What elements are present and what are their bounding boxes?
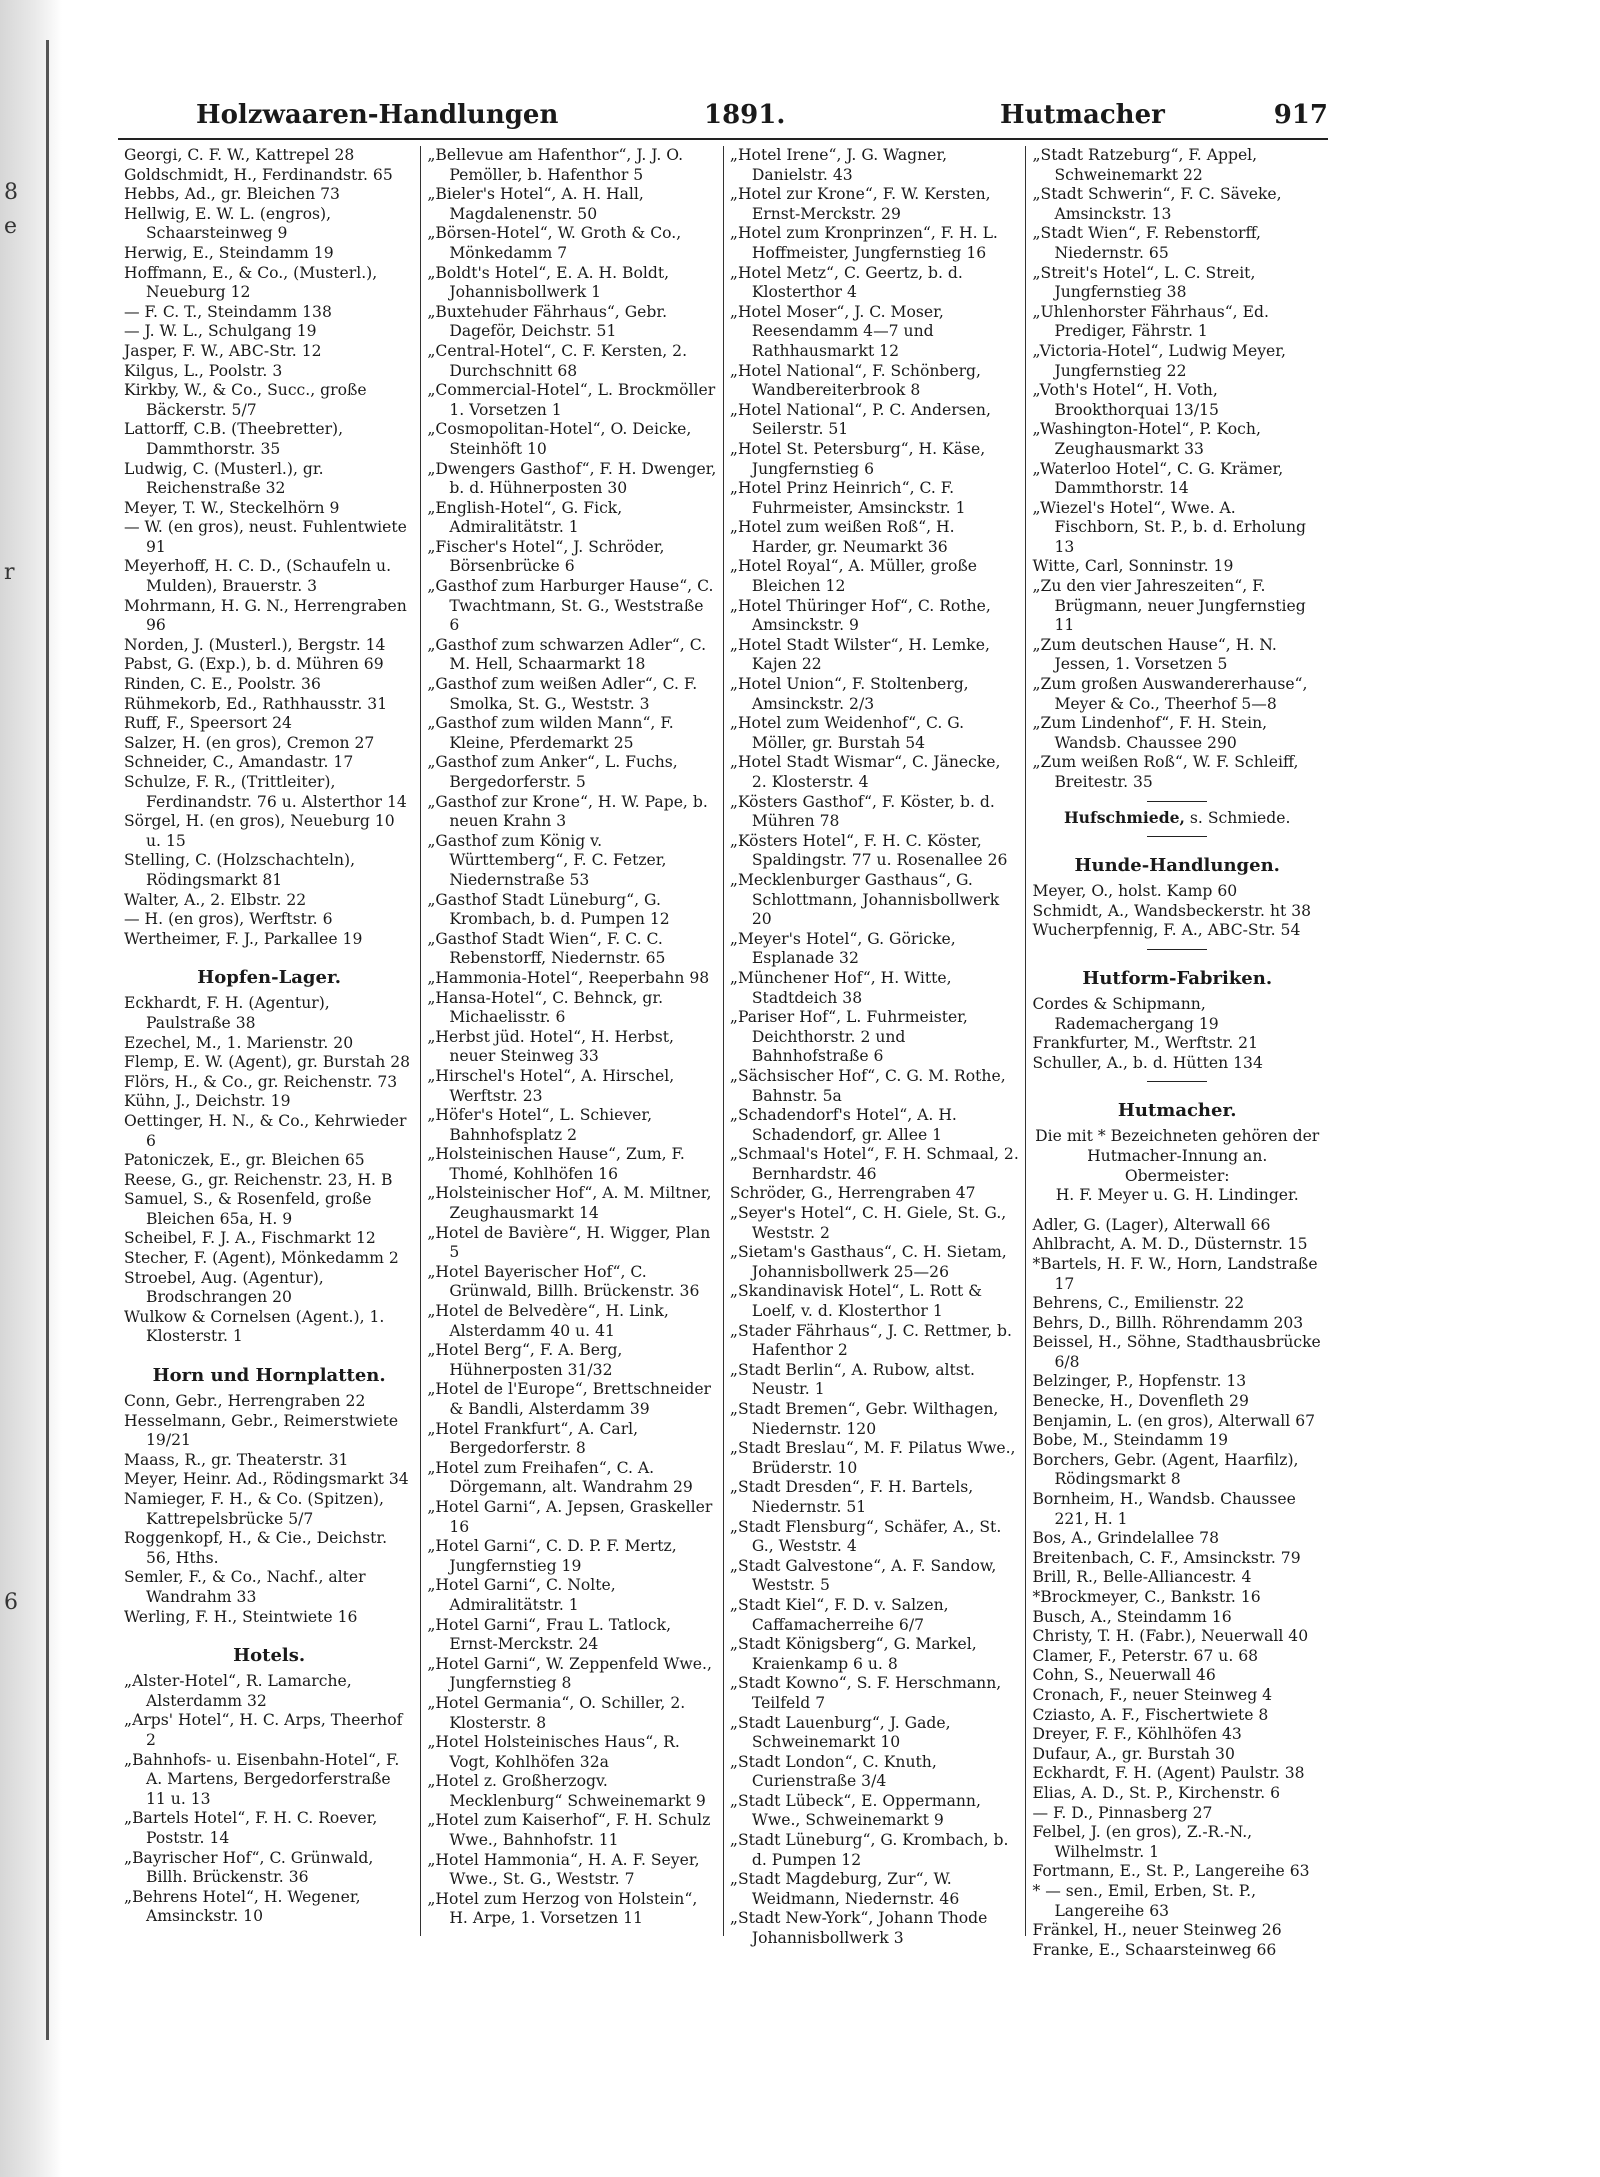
directory-entry: „Central-Hotel“, C. F. Kersten, 2. Durchschnitt 68 — [427, 341, 688, 380]
directory-entry: Goldschmidt, H., Ferdinandstr. 65 — [124, 165, 393, 184]
directory-entry: „Hotel Garni“, C. Nolte, Admiralitätstr. 1 — [427, 1576, 616, 1614]
directory-entry: „Höfer's Hotel“, L. Schiever, Bahnhofsplatz 2 — [427, 1106, 653, 1144]
directory-entry: Meyerhoff, H. C. D., (Schaufeln u. Mulden), Brauerstr. 3 — [124, 557, 392, 596]
directory-entry: „Münchener Hof“, H. Witte, Stadtdeich 38 — [729, 968, 952, 1007]
directory-entry: „Stadt Ratzeburg“, F. Appel, Schweinemarkt 22 — [1032, 146, 1258, 184]
entries-hutmacher — [1032, 1216, 1322, 1961]
directory-entry: Benjamin, L. (en gros), Alterwall 67 — [1032, 1411, 1316, 1430]
directory-entry: Rinden, C. E., Poolstr. 36 — [124, 675, 321, 694]
directory-entry: Breitenbach, C. F., Amsinckstr. 79 — [1032, 1548, 1301, 1567]
directory-entry: Lattorff, C.B. (Theebretter), Dammthorstr. 35 — [124, 420, 344, 458]
header-year: 1891. — [704, 100, 786, 130]
directory-entry: Maass, R., gr. Theaterstr. 31 — [124, 1450, 349, 1469]
directory-entry: „Stadt Galvestone“, A. F. Sandow, Weststr. 5 — [729, 1556, 997, 1595]
directory-entry: Bobe, M., Steindamm 19 — [1032, 1431, 1229, 1450]
directory-entry: „Stadt Kiel“, F. D. v. Salzen, Caffamacherreihe 6/7 — [729, 1595, 949, 1634]
directory-entry: Ahlbracht, A. M. D., Düsternstr. 15 — [1032, 1235, 1308, 1254]
directory-page — [118, 96, 1328, 1959]
directory-entry: Schmidt, A., Wandsbeckerstr. ht 38 — [1032, 901, 1312, 920]
directory-entry: „Holsteinischen Hause“, Zum, F. Thomé, Kohlhöfen 16 — [427, 1145, 685, 1183]
directory-entry: „Dwengers Gasthof“, F. H. Dwenger, b. d. Hühnerposten 30 — [427, 459, 717, 498]
directory-entry: „Hotel Union“, F. Stoltenberg, Amsinckstr. 2/3 — [729, 675, 969, 713]
directory-entry: „Stadt Breslau“, M. F. Pilatus Wwe., Brüderstr. 10 — [729, 1439, 1016, 1477]
directory-entry: Georgi, C. F. W., Kattrepel 28 — [124, 146, 355, 164]
directory-entry: Adler, G. (Lager), Alterwall 66 — [1032, 1215, 1271, 1234]
directory-entry: *Brockmeyer, C., Bankstr. 16 — [1032, 1588, 1261, 1606]
directory-entry: Namieger, F. H., & Co. (Spitzen), Kattrepelsbrücke 5/7 — [124, 1490, 384, 1528]
directory-entry: „Hotel Thüringer Hof“, C. Rothe, Amsinckstr. 9 — [729, 596, 991, 635]
directory-entry: — F. C. T., Steindamm 138 — [124, 302, 332, 321]
directory-entry: „Seyer's Hotel“, C. H. Giele, St. G., Weststr. 2 — [729, 1204, 1007, 1242]
directory-entry: „Bahnhofs- u. Eisenbahn-Hotel“, F. A. Martens, Bergedorferstraße 11 u. 13 — [124, 1750, 400, 1808]
directory-entry: „Hotel Hammonia“, H. A. F. Seyer, Wwe., St. G., Weststr. 7 — [427, 1850, 700, 1889]
directory-entry: „Stader Fährhaus“, J. C. Rettmer, b. Hafenthor 2 — [729, 1321, 1012, 1360]
directory-entry: „Gasthof zum schwarzen Adler“, C. M. Hell, Schaarmarkt 18 — [427, 635, 707, 674]
directory-entry: „Stadt Wien“, F. Rebenstorff, Niedernstr. 65 — [1032, 224, 1261, 262]
directory-entry: „Hotel Germania“, O. Schiller, 2. Klosterstr. 8 — [427, 1693, 686, 1732]
note-hutmacher — [1032, 1127, 1322, 1205]
directory-entry: „Gasthof zum weißen Adler“, C. F. Smolka, St. G., Weststr. 3 — [427, 675, 698, 713]
directory-entry: Felbel, J. (en gros), Z.-R.-N., Wilhelmstr. 1 — [1032, 1823, 1253, 1861]
directory-entry: „Hotel Prinz Heinrich“, C. F. Fuhrmeister, Amsinckstr. 1 — [729, 479, 966, 517]
directory-entry: „Hotel National“, F. Schönberg, Wandbereiterbrook 8 — [729, 361, 981, 400]
column-4 — [1025, 146, 1328, 1959]
directory-entry: „Hotel Garni“, Frau L. Tatlock, Ernst-Merckstr. 24 — [427, 1615, 672, 1654]
directory-entry: „Hotel de Belvedère“, H. Link, Alsterdamm 40 u. 41 — [427, 1302, 669, 1340]
directory-entry: Meyer, T. W., Steckelhörn 9 — [124, 498, 340, 517]
directory-entry: Rühmekorb, Ed., Rathhausstr. 31 — [124, 694, 388, 713]
directory-entry: „Waterloo Hotel“, C. G. Krämer, Dammthorstr. 14 — [1032, 459, 1284, 498]
directory-entry: „Holsteinischer Hof“, A. M. Miltner, Zeughausmarkt 14 — [427, 1184, 712, 1223]
directory-entry: Roggenkopf, H., & Cie., Deichstr. 56, Hths. — [124, 1529, 388, 1567]
directory-entry: Ludwig, C. (Musterl.), gr. Reichenstraße 32 — [124, 459, 324, 498]
directory-entry: „Hotel Holsteinisches Haus“, R. Vogt, Kohlhöfen 32a — [427, 1733, 680, 1771]
directory-entry: „English-Hotel“, G. Fick, Admiralitätstr. 1 — [427, 498, 623, 537]
divider — [1147, 949, 1207, 950]
heading-hutmacher: Hutmacher. — [1117, 1100, 1237, 1122]
note-hufschmiede-label: Hufschmiede, — [1063, 807, 1185, 827]
directory-entry: — W. (en gros), neust. Fuhlentwiete 91 — [124, 518, 407, 556]
directory-entry: Cordes & Schipmann, Rademachergang 19 — [1032, 994, 1219, 1033]
directory-entry: „Stadt Bremen“, Gebr. Wilthagen, Niedernstr. 120 — [729, 1400, 999, 1438]
directory-entry: Witte, Carl, Sonninstr. 19 — [1032, 557, 1234, 576]
directory-entry: Hesselmann, Gebr., Reimerstwiete 19/21 — [124, 1411, 399, 1450]
directory-entry: Wucherpfennig, F. A., ABC-Str. 54 — [1032, 921, 1301, 940]
directory-entry: „Gasthof zum Anker“, L. Fuchs, Bergedorferstr. 5 — [427, 753, 678, 791]
columns — [118, 146, 1328, 1959]
directory-entry: „Gasthof Stadt Wien“, F. C. C. Rebenstorff, Niedernstr. 65 — [427, 929, 666, 968]
directory-entry: Stroebel, Aug. (Agentur), Brodschrangen 20 — [124, 1268, 324, 1307]
directory-entry: „Schadendorf's Hotel“, A. H. Schadendorf, gr. Allee 1 — [729, 1106, 957, 1144]
directory-entry: „Zum deutschen Hause“, H. N. Jessen, 1. Vorsetzen 5 — [1032, 635, 1277, 674]
directory-entry: Borchers, Gebr. (Agent, Haarfilz), Rödingsmarkt 8 — [1032, 1450, 1299, 1489]
directory-entry: Mohrmann, H. G. N., Herrengraben 96 — [124, 596, 407, 635]
directory-entry: „Zum weißen Roß“, W. F. Schleiff, Breitestr. 35 — [1032, 753, 1299, 791]
directory-entry: Behrens, C., Emilienstr. 22 — [1032, 1294, 1245, 1313]
directory-entry: „Boldt's Hotel“, E. A. H. Boldt, Johannisbollwerk 1 — [427, 263, 670, 302]
directory-entry: „Hotel de Bavière“, H. Wigger, Plan 5 — [427, 1223, 711, 1262]
directory-entry: Cronach, F., neuer Steinweg 4 — [1032, 1685, 1273, 1704]
directory-entry: „Bieler's Hotel“, A. H. Hall, Magdalenenstr. 50 — [427, 185, 644, 223]
directory-entry: „Hirschel's Hotel“, A. Hirschel, Werftstr. 23 — [427, 1066, 675, 1105]
directory-entry: „Fischer's Hotel“, J. Schröder, Börsenbrücke 6 — [427, 537, 665, 576]
directory-entry: „Hotel z. Großherzogv. Mecklenburg“ Schweinemarkt 9 — [427, 1772, 706, 1810]
directory-entry: „Hotel Irene“, J. G. Wagner, Danielstr. 43 — [729, 146, 948, 184]
directory-entry: Ruff, F., Speersort 24 — [124, 714, 292, 733]
directory-entry: „Meyer's Hotel“, G. Göricke, Esplanade 32 — [729, 929, 956, 968]
directory-entry: Kilgus, L., Poolstr. 3 — [124, 361, 283, 380]
directory-entry: Brill, R., Belle-Alliancestr. 4 — [1032, 1568, 1252, 1587]
note-hufschmiede — [1032, 808, 1322, 829]
directory-entry: „Bellevue am Hafenthor“, J. J. O. Pemöller, b. Hafenthor 5 — [427, 146, 684, 184]
directory-entry: „Alster-Hotel“, R. Lamarche, Alsterdamm 32 — [124, 1672, 352, 1710]
directory-entry: „Kösters Gasthof“, F. Köster, b. d. Mühren 78 — [729, 792, 995, 831]
directory-entry: „Zum Lindenhof“, F. H. Stein, Wandsb. Chaussee 290 — [1032, 714, 1268, 752]
directory-entry: Salzer, H. (en gros), Cremon 27 — [124, 733, 375, 752]
directory-entry: „Voth's Hotel“, H. Voth, Brookthorquai 13/15 — [1032, 381, 1219, 419]
directory-entry: „Stadt Lübeck“, E. Oppermann, Wwe., Schweinemarkt 9 — [729, 1791, 981, 1830]
directory-entry: „Hotel zum Kronprinzen“, F. H. L. Hoffmeister, Jungfernstieg 16 — [729, 224, 998, 262]
directory-entry: Conn, Gebr., Herrengraben 22 — [124, 1392, 366, 1411]
directory-entry: Dufaur, A., gr. Burstah 30 — [1032, 1744, 1235, 1763]
directory-entry: „Hansa-Hotel“, C. Behnck, gr. Michaelisstr. 6 — [427, 988, 664, 1027]
directory-entry: „Stadt Magdeburg, Zur“, W. Weidmann, Niedernstr. 46 — [729, 1870, 960, 1908]
previous-page-edge — [0, 0, 62, 2177]
directory-entry: Patoniczek, E., gr. Bleichen 65 — [124, 1151, 365, 1170]
directory-entry: „Mecklenburger Gasthaus“, G. Schlottmann, Johannisbollwerk 20 — [729, 870, 1000, 929]
gutter-line — [46, 40, 49, 2040]
directory-entry: „Hotel Garni“, C. D. P. F. Mertz, Jungfernstieg 19 — [427, 1537, 677, 1575]
directory-entry: Herwig, E., Steindamm 19 — [124, 243, 334, 262]
directory-entry: Busch, A., Steindamm 16 — [1032, 1607, 1232, 1626]
directory-entry: „Gasthof Stadt Lüneburg“, G. Krombach, b. d. Pumpen 12 — [427, 890, 670, 929]
gutter-mark: 8 — [4, 180, 18, 205]
directory-entry: „Sächsischer Hof“, C. G. M. Rothe, Bahnstr. 5a — [729, 1066, 1006, 1105]
directory-entry: „Hotel zum Herzog von Holstein“, H. Arpe, 1. Vorsetzen 11 — [427, 1889, 698, 1928]
directory-entry: Hellwig, E. W. L. (engros), Schaarsteinweg 9 — [124, 204, 332, 243]
directory-entry: „Herbst jüd. Hotel“, H. Herbst, neuer Steinweg 33 — [427, 1027, 675, 1066]
directory-entry: „Gasthof zum wilden Mann“, F. Kleine, Pferdemarkt 25 — [427, 714, 674, 752]
entries-holzwaaren — [124, 146, 414, 949]
directory-entry: Stecher, F. (Agent), Mönkedamm 2 — [124, 1249, 399, 1268]
entries-hunde — [1032, 882, 1322, 941]
directory-entry: Bornheim, H., Wandsb. Chaussee 221, H. 1 — [1032, 1490, 1296, 1528]
divider — [1147, 836, 1207, 837]
directory-entry: Meyer, O., holst. Kamp 60 — [1032, 882, 1238, 901]
directory-entry: Walter, A., 2. Elbstr. 22 — [124, 890, 307, 909]
directory-entry: „Bayrischer Hof“, C. Grünwald, Billh. Brückenstr. 36 — [124, 1848, 374, 1887]
directory-entry: „Gasthof zur Krone“, H. W. Pape, b. neuen Krahn 3 — [427, 792, 708, 831]
directory-entry: „Hotel Metz“, C. Geertz, b. d. Klosterthor 4 — [729, 263, 963, 302]
directory-entry: „Arps' Hotel“, H. C. Arps, Theerhof 2 — [124, 1711, 403, 1749]
directory-entry: Fränkel, H., neuer Steinweg 26 — [1032, 1921, 1282, 1940]
directory-entry: „Kösters Hotel“, F. H. C. Köster, Spaldingstr. 77 u. Rosenallee 26 — [729, 831, 1008, 870]
directory-entry: — J. W. L., Schulgang 19 — [124, 322, 317, 341]
directory-entry: Dreyer, F. F., Köhlhöfen 43 — [1032, 1725, 1242, 1744]
directory-entry: Benecke, H., Dovenfleth 29 — [1032, 1392, 1249, 1411]
directory-entry: „Commercial-Hotel“, L. Brockmöller 1. Vorsetzen 1 — [427, 381, 716, 419]
page-header — [118, 96, 1328, 140]
entries-hotels-c — [730, 146, 1020, 1949]
directory-entry: „Zu den vier Jahreszeiten“, F. Brügmann, neuer Jungfernstieg 11 — [1032, 577, 1306, 635]
heading-hopfen-lager: Hopfen-Lager. — [197, 967, 342, 989]
gutter-mark: r — [4, 560, 15, 585]
directory-entry: Werling, F. H., Steintwiete 16 — [124, 1607, 358, 1626]
directory-entry: Elias, A. D., St. P., Kirchenstr. 6 — [1032, 1783, 1281, 1802]
directory-entry: * — sen., Emil, Erben, St. P., Langereihe 63 — [1032, 1881, 1257, 1920]
directory-entry: Clamer, F., Peterstr. 67 u. 68 — [1032, 1646, 1259, 1665]
note-hufschmiede-ref: s. Schmiede. — [1184, 808, 1291, 827]
directory-entry: Cziasto, A. F., Fischertwiete 8 — [1032, 1705, 1269, 1724]
directory-entry: „Bartels Hotel“, F. H. C. Roever, Poststr. 14 — [124, 1809, 378, 1847]
directory-entry: „Hotel National“, P. C. Andersen, Seilerstr. 51 — [729, 400, 991, 439]
directory-entry: „Wiezel's Hotel“, Wwe. A. Fischborn, St. P., b. d. Erholung 13 — [1032, 498, 1306, 556]
directory-entry: „Zum großen Auswandererhause“, Meyer & Co., Theerhof 5—8 — [1032, 675, 1308, 713]
directory-entry: Oettinger, H. N., & Co., Kehrwieder 6 — [124, 1111, 407, 1150]
directory-entry: — F. D., Pinnasberg 27 — [1032, 1803, 1213, 1822]
directory-entry: Reese, G., gr. Reichenstr. 23, H. B — [124, 1170, 393, 1189]
directory-entry: Fortmann, E., St. P., Langereihe 63 — [1032, 1862, 1310, 1881]
heading-hotels: Hotels. — [233, 1645, 306, 1667]
header-left-title: Holzwaaren-Handlungen — [196, 100, 559, 130]
directory-entry: „Gasthof zum König v. Württemberg“, F. C. Fetzer, Niedernstraße 53 — [427, 831, 667, 889]
divider — [1147, 1081, 1207, 1082]
directory-entry: „Stadt London“, C. Knuth, Curienstraße 3/4 — [729, 1752, 937, 1791]
directory-entry: „Stadt New-York“, Johann Thode Johannisbollwerk 3 — [729, 1909, 988, 1948]
column-2 — [420, 146, 723, 1936]
directory-entry: *Bartels, H. F. W., Horn, Landstraße 17 — [1032, 1254, 1318, 1293]
directory-entry: Wulkow & Cornelsen (Agent.), 1. Klosterstr. 1 — [124, 1307, 385, 1346]
directory-entry: „Hotel Garni“, W. Zeppenfeld Wwe., Jungfernstieg 8 — [427, 1654, 712, 1693]
directory-entry: „Hotel Bayerischer Hof“, C. Grünwald, Billh. Brückenstr. 36 — [427, 1262, 700, 1301]
directory-entry: „Streit's Hotel“, L. C. Streit, Jungfernstieg 38 — [1032, 263, 1256, 302]
directory-entry: „Stadt Lauenburg“, J. Gade, Schweinemarkt 10 — [729, 1713, 951, 1752]
note-line: Die mit * Bezeichneten gehören der Hutmacher-Innung an. — [1035, 1127, 1320, 1165]
directory-entry: Christy, T. H. (Fabr.), Neuerwall 40 — [1032, 1627, 1309, 1646]
divider — [1147, 801, 1207, 802]
directory-entry: „Stadt Königsberg“, G. Markel, Kraienkamp 6 u. 8 — [729, 1635, 977, 1673]
directory-entry: Hoffmann, E., & Co., (Musterl.), Neueburg 12 — [124, 263, 378, 302]
directory-entry: „Stadt Berlin“, A. Rubow, altst. Neustr. 1 — [729, 1360, 975, 1399]
directory-entry: „Cosmopolitan-Hotel“, O. Deicke, Steinhöft 10 — [427, 420, 692, 458]
note-line: Obermeister: — [1124, 1166, 1230, 1185]
directory-entry: „Hotel Royal“, A. Müller, große Bleichen 12 — [729, 557, 977, 596]
directory-entry: Norden, J. (Musterl.), Bergstr. 14 — [124, 635, 386, 654]
directory-entry: Jasper, F. W., ABC-Str. 12 — [124, 341, 322, 360]
directory-entry: Eckhardt, F. H. (Agent) Paulstr. 38 — [1032, 1764, 1305, 1783]
directory-entry: „Pariser Hof“, L. Fuhrmeister, Deichthorstr. 2 und Bahnhofstraße 6 — [729, 1008, 968, 1066]
directory-entry: Wertheimer, F. J., Parkallee 19 — [124, 929, 363, 948]
entries-hotels-a — [124, 1672, 414, 1927]
directory-entry: — H. (en gros), Werftstr. 6 — [124, 910, 333, 929]
directory-entry: „Hotel Frankfurt“, A. Carl, Bergedorferstr. 8 — [427, 1419, 639, 1458]
directory-entry: „Hotel St. Petersburg“, H. Käse, Jungfernstieg 6 — [729, 439, 986, 478]
entries-hutform — [1032, 995, 1322, 1073]
column-3 — [723, 146, 1026, 1948]
directory-entry: Beissel, H., Söhne, Stadthausbrücke 6/8 — [1032, 1333, 1321, 1371]
directory-entry: „Hotel zum Kaiserhof“, F. H. Schulz Wwe., Bahnhofstr. 11 — [427, 1811, 711, 1850]
heading-hunde: Hunde-Handlungen. — [1074, 855, 1280, 877]
directory-entry: Kirkby, W., & Co., Succ., große Bäckerstr. 5/7 — [124, 381, 367, 419]
directory-entry: „Börsen-Hotel“, W. Groth & Co., Mönkedamm 7 — [427, 224, 682, 262]
directory-entry: „Washington-Hotel“, P. Koch, Zeughausmarkt 33 — [1032, 420, 1261, 458]
directory-entry: Cohn, S., Neuerwall 46 — [1032, 1666, 1216, 1685]
page-number: 917 — [1273, 100, 1328, 130]
directory-entry: Sörgel, H. (en gros), Neueburg 10 u. 15 — [124, 812, 395, 850]
gutter-mark: e — [4, 214, 18, 239]
directory-entry: „Sietam's Gasthaus“, C. H. Sietam, Johannisbollwerk 25—26 — [729, 1243, 1007, 1281]
directory-entry: „Uhlenhorster Fährhaus“, Ed. Prediger, Fährstr. 1 — [1032, 302, 1269, 341]
directory-entry: Schulze, F. R., (Trittleiter), Ferdinandstr. 76 u. Alsterthor 14 — [124, 773, 407, 811]
directory-entry: Ezechel, M., 1. Marienstr. 20 — [124, 1033, 354, 1052]
entries-hotels-b — [427, 146, 717, 1929]
directory-entry: Frankfurter, M., Werftstr. 21 — [1032, 1034, 1258, 1053]
heading-hutform: Hutform-Fabriken. — [1082, 967, 1273, 989]
heading-horn: Horn und Hornplatten. — [152, 1365, 386, 1387]
directory-entry: Franke, E., Schaarsteinweg 66 — [1032, 1940, 1277, 1959]
directory-entry: „Stadt Dresden“, F. H. Bartels, Niedernstr. 51 — [729, 1478, 974, 1516]
directory-entry: „Stadt Flensburg“, Schäfer, A., St. G., Weststr. 4 — [729, 1517, 1002, 1556]
directory-entry: „Hotel de l'Europe“, Brettschneider & Bandli, Alsterdamm 39 — [427, 1380, 711, 1418]
directory-entry: Stelling, C. (Holzschachteln), Rödingsmarkt 81 — [124, 851, 356, 889]
entries-hotels-d — [1032, 146, 1322, 793]
spacer — [1032, 1206, 1322, 1216]
directory-entry: „Hotel zur Krone“, F. W. Kersten, Ernst-Merckstr. 29 — [729, 185, 991, 223]
directory-entry: „Hammonia-Hotel“, Reeperbahn 98 — [427, 968, 710, 987]
directory-entry: Schuller, A., b. d. Hütten 134 — [1032, 1053, 1263, 1072]
directory-entry: „Stadt Schwerin“, F. C. Säveke, Amsinckstr. 13 — [1032, 185, 1282, 223]
directory-entry: Hebbs, Ad., gr. Bleichen 73 — [124, 185, 340, 204]
directory-entry: Flörs, H., & Co., gr. Reichenstr. 73 — [124, 1072, 398, 1091]
directory-entry: „Hotel zum weißen Roß“, H. Harder, gr. Neumarkt 36 — [729, 518, 955, 556]
entries-hopfen-lager — [124, 994, 414, 1347]
directory-entry: Flemp, E. W. (Agent), gr. Burstah 28 — [124, 1053, 411, 1072]
directory-entry: „Hotel Stadt Wismar“, C. Jänecke, 2. Klosterstr. 4 — [729, 753, 1001, 791]
directory-entry: Pabst, G. (Exp.), b. d. Mühren 69 — [124, 655, 384, 674]
directory-entry: Scheibel, F. J. A., Fischmarkt 12 — [124, 1229, 376, 1248]
directory-entry: „Skandinavisk Hotel“, L. Rott & Loelf, v. d. Klosterthor 1 — [729, 1282, 983, 1321]
directory-entry: „Hotel zum Weidenhof“, C. G. Möller, gr. Burstah 54 — [729, 714, 965, 752]
directory-entry: „Gasthof zum Harburger Hause“, C. Twachtmann, St. G., Weststraße 6 — [427, 577, 714, 635]
directory-entry: „Stadt Kowno“, S. F. Herschmann, Teilfeld 7 — [729, 1674, 1002, 1712]
directory-entry: „Hotel Garni“, A. Jepsen, Graskeller 16 — [427, 1497, 713, 1536]
note-line: H. F. Meyer u. G. H. Lindinger. — [1055, 1186, 1299, 1205]
entries-horn — [124, 1392, 414, 1627]
directory-entry: Kühn, J., Deichstr. 19 — [124, 1092, 291, 1111]
directory-entry: „Hotel zum Freihafen“, C. A. Dörgemann, alt. Wandrahm 29 — [427, 1458, 693, 1497]
directory-entry: „Victoria-Hotel“, Ludwig Meyer, Jungfernstieg 22 — [1032, 341, 1286, 380]
directory-entry: Samuel, S., & Rosenfeld, große Bleichen 65a, H. 9 — [124, 1190, 372, 1228]
directory-entry: Belzinger, P., Hopfenstr. 13 — [1032, 1372, 1247, 1391]
directory-entry: Semler, F., & Co., Nachf., alter Wandrahm 33 — [124, 1568, 366, 1606]
header-right-title: Hutmacher — [1000, 100, 1165, 130]
directory-entry: Eckhardt, F. H. (Agentur), Paulstraße 38 — [124, 994, 330, 1032]
directory-entry: Bos, A., Grindelallee 78 — [1032, 1529, 1219, 1548]
directory-entry: Behrs, D., Billh. Röhrendamm 203 — [1032, 1313, 1304, 1332]
directory-entry: Schröder, G., Herrengraben 47 — [729, 1184, 976, 1203]
directory-entry: „Schmaal's Hotel“, F. H. Schmaal, 2. Bernhardstr. 46 — [729, 1145, 1019, 1183]
directory-entry: „Hotel Stadt Wilster“, H. Lemke, Kajen 22 — [729, 635, 990, 674]
directory-entry: „Behrens Hotel“, H. Wegener, Amsinckstr. 10 — [124, 1887, 361, 1926]
directory-entry: „Hotel Moser“, J. C. Moser, Reesendamm 4—7 und Rathhausmarkt 12 — [729, 302, 944, 360]
directory-entry: „Buxtehuder Fährhaus“, Gebr. Dageför, Deichstr. 51 — [427, 302, 668, 341]
directory-entry: „Stadt Lüneburg“, G. Krombach, b. d. Pumpen 12 — [729, 1831, 1009, 1869]
directory-entry: Schneider, C., Amandastr. 17 — [124, 753, 354, 772]
column-1 — [118, 146, 420, 1936]
directory-entry: „Hotel Berg“, F. A. Berg, Hühnerposten 31/32 — [427, 1341, 623, 1379]
directory-entry: Meyer, Heinr. Ad., Rödingsmarkt 34 — [124, 1470, 409, 1489]
gutter-mark: 6 — [4, 1590, 18, 1615]
